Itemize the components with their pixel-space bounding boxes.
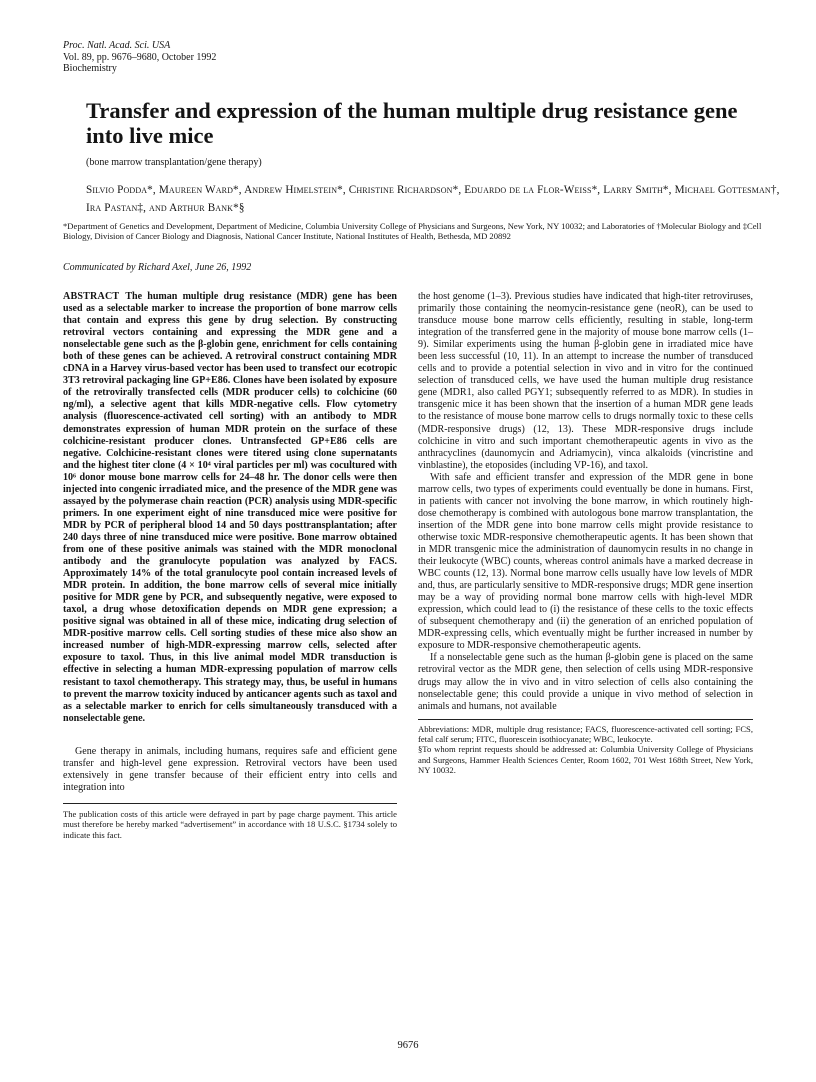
publication-costs-note: The publication costs of this article were defrayed in part by page charge payment. This article must therefore be hereby marked “advertisement” in accordance with 18 U.S.C. §1734 solely to indicate this fact. <box>63 808 397 840</box>
abstract-label: ABSTRACT <box>63 291 120 302</box>
journal-name: Proc. Natl. Acad. Sci. USA <box>63 40 171 51</box>
author-list: Silvio Podda*, Maureen Ward*, Andrew Himelstein*, Christine Richardson*, Eduardo de la Flor-Weiss*, Larry Smith*, Michael Gottesman†, Ira Pastan‡, and Arthur Bank*§ <box>86 184 780 214</box>
article-title: Transfer and expression of the human multiple drug resistance gene into live mice <box>86 98 738 148</box>
communicated-by: Communicated by Richard Axel, June 26, 1992 <box>63 262 252 273</box>
left-column <box>63 291 397 840</box>
section-name: Biochemistry <box>63 63 117 74</box>
intro-paragraph: Gene therapy in animals, including humans, requires safe and efficient gene transfer and high-level gene expression. Retroviral vectors have been used extensively in gene transfer because of their efficient entry into cells and integration into <box>63 745 397 793</box>
reprint-note: §To whom reprint requests should be addressed at: Columbia University College of Physicians and Surgeons, Hammer Health Sciences Center, Room 1602, 701 West 168th Street, New York, NY 10032. <box>418 744 753 776</box>
volume-line: Vol. 89, pp. 9676–9680, October 1992 <box>63 51 217 63</box>
abbreviations-note: Abbreviations: MDR, multiple drug resistance; FACS, fluorescence-activated cell sorting; FCS, fetal calf serum; FITC, fluorescein isothiocyanate; WBC, leukocyte. <box>418 723 753 745</box>
right-column <box>418 291 753 776</box>
body-paragraph: the host genome (1–3). Previous studies have indicated that high-titer retroviruses, primarily those containing the neomycin-resistance gene (neoR), can be used to transduce mouse bone marrow cells efficiently, resulting in stable, long-term integration of the transferred gene in the majority of mouse bone marrow cells (1–9). Similar experiments using the human β-globin gene in irradiated mice have been less successful (10, 11). In an attempt to increase the number of transduced cells and to provide a potential selection in vivo and in vitro for the continued selection of transduced cells, we have used the human multiple drug resistance gene (MDR1, also called PGY1; subsequently referred to as MDR). In studies in transgenic mice it has been shown that the insertion of a human MDR gene leads to the resistance of mouse bone marrow cells to drugs normally toxic to these cells (MDR-responsive drugs) (12, 13). These MDR-responsive drugs include colchicine in vitro and such important chemotherapeutic agents in vivo as the anthracyclines (daunomycin and Adriamycin), vinca alkaloids (vincristine and vinblastine), the etoposides (including VP-16), and taxol. <box>418 291 753 471</box>
body-paragraph: If a nonselectable gene such as the human β-globin gene is placed on the same retroviral vector as the MDR gene, then selection of cells using MDR-responsive drugs may allow the in vivo and in vitro selection of cells also containing the nonselectable gene; this could provide a unique in vivo method of selection in animals and humans, not available <box>418 652 753 712</box>
abstract <box>63 291 397 725</box>
journal-header <box>63 40 216 75</box>
keywords: (bone marrow transplantation/gene therapy) <box>86 157 262 168</box>
page-number: 9676 <box>397 1040 419 1051</box>
body-paragraph: With safe and efficient transfer and expression of the MDR gene in bone marrow cells, two types of experiments could eventually be done in humans. First, in patients with cancer not involving the bone marrow, in which routinely high-dose chemotherapy is combined with autologous bone marrow transplantation, the insertion of the MDR gene into bone marrow cells might provide resistance to otherwise toxic MDR-responsive chemotherapeutic agents. It has been shown that in MDR transgenic mice the administration of daunomycin results in no change in their leukocyte (WBC) counts, whereas control animals have a marked decrease in WBC counts (12, 13). Normal bone marrow cells usually have low levels of MDR and, thus, are particularly sensitive to MDR-responsive drugs; MDR gene insertion may be a way of providing normal bone marrow cells with high-level MDR expression, which could lead to (i) the resistance of these cells to the toxic effects of subsequent chemotherapy and (ii) the generation of an enriched population of MDR-expressing cells, which eventually might be further increased in number by exposure to MDR-responsive chemotherapeutic agents. <box>418 471 753 652</box>
affiliations: *Department of Genetics and Development, Department of Medicine, Columbia University College of Physicians and Surgeons, New York, NY 10032; and Laboratories of †Molecular Biology and ‡Cell Biology, Division of Cancer Biology and Diagnosis, National Cancer Institute, National Institutes of Health, Bethesda, MD 20892 <box>63 221 762 242</box>
abstract-text: The human multiple drug resistance (MDR) gene has been used as a selectable marker to increase the proportion of bone marrow cells that contain and express this gene by drug selection. By constructing retroviral vectors containing and expressing the MDR gene and a nonselectable gene such as the β-globin gene, enrichment for cells containing both of these genes can be achieved. A retroviral construct containing MDR cDNA in a Harvey virus-based vector has been used to transfect our ecotropic 3T3 retroviral packaging line GP+E86. Clones have been isolated by exposure of the retrovirally transfected cells (MDR producer cells) to colchicine (60 ng/ml), a selective agent that kills MDR-negative cells. Flow cytometry analysis (fluorescence-activated cell sorting) with an antibody to MDR demonstrates expression of human MDR protein on the surface of these colchicine-resistant producer clones. Untransfected GP+E86 cells are negative. Colchicine-resistant clones were titered using clone supernatants and the highest titer clone (4 × 10⁴ viral particles per ml) was cocultured with 10⁶ donor mouse bone marrow cells for 24–48 hr. The donor cells were then injected into congenic irradiated mice, and the presence of the MDR gene was assayed by the polymerase chain reaction (PCR) analysis using MDR-specific primers. In one experiment eight of nine transduced mice were positive for MDR by PCR of peripheral blood 14 and 50 days posttransplantation; after 240 days three of nine transduced mice were positive. Bone marrow obtained from one of these positive animals was stained with the MDR monoclonal antibody and the granulocyte population was analyzed by FACS. Approximately 14% of the total granulocyte pool contain increased levels of MDR protein. In addition, the bone marrow cells of several mice initially positive for MDR gene by PCR, and subsequently negative, were exposed to taxol, a drug whose detoxification depends on MDR gene expression; a positive signal was obtained in all of these mice, indicating drug selection of MDR-positive marrow cells. Cell sorting studies of these mice also show an increased number of high-MDR-expressing marrow cells, selected after exposure to taxol. Thus, in this live animal model MDR transduction is effective in selecting a human MDR-expressing population of marrow cells resistant to taxol chemotherapy. This strategy may, thus, be useful in humans to prevent the marrow toxicity induced by anticancer agents such as taxol and as a selectable marker to enrich for cells simultaneously transduced with a nonselectable gene. <box>63 291 397 724</box>
